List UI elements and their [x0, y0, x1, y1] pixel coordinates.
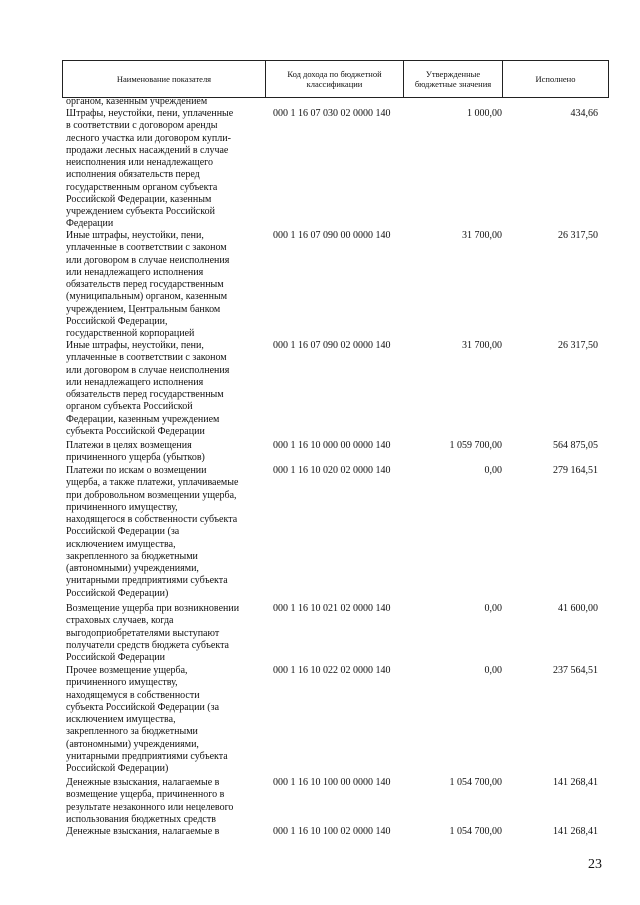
row-name: Денежные взыскания, налагаемые в возмещение ущерба, причиненного в результате незаконного или нецелевого использования бюджетных средств	[66, 777, 234, 825]
row-name: Прочее возмещение ущерба, причиненного имуществу, находящемуся в собственности субъекта Российской Федерации (за исключением имущества, закрепленного за бюджетными (автономными) учреждениями, унитарными предприятиями субъекта Российской Федерации)	[66, 665, 228, 774]
row-approved: 1 054 700,00	[449, 826, 502, 837]
header-executed: Исполнено	[503, 61, 609, 98]
row-code: 000 1 16 10 100 02 0000 140	[273, 826, 391, 837]
row-name: Денежные взыскания, налагаемые в	[66, 826, 220, 837]
table-header	[62, 60, 609, 98]
row-name: Платежи в целях возмещения причиненного ущерба (убытков)	[66, 440, 205, 464]
row-executed: 141 268,41	[553, 777, 598, 788]
row-code: 000 1 16 10 000 00 0000 140	[273, 440, 391, 451]
header-name: Наименование показателя	[63, 61, 266, 98]
row-executed: 434,66	[570, 108, 598, 119]
header-approved: Утвержденные бюджетные значения	[404, 61, 503, 98]
row-name: Возмещение ущерба при возникновении страховых случаев, когда выгодоприобретателями выступают получатели средств бюджета субъекта Российской Федерации	[66, 603, 240, 663]
row-approved: 31 700,00	[462, 230, 502, 241]
row-approved: 1 054 700,00	[449, 777, 502, 788]
row-approved: 1 000,00	[467, 108, 502, 119]
row-name: Штрафы, неустойки, пени, уплаченные в соответствии с договором аренды лесного участка или договором купли- продажи лесных насаждений в случае неисполнения или ненадлежащего исполнения обязательств перед государственным органом субъекта Российской Федерации, казенным учреждением субъекта Российской Федерации	[66, 108, 234, 230]
header-code: Код дохода по бюджетной классификации	[266, 61, 404, 98]
row-approved: 0,00	[484, 465, 502, 476]
row-code: 000 1 16 10 020 02 0000 140	[273, 465, 391, 476]
row-approved: 0,00	[484, 603, 502, 614]
row-executed: 279 164,51	[553, 465, 598, 476]
row-name: Иные штрафы, неустойки, пени, уплаченные в соответствии с законом или договором в случае неисполнения или ненадлежащего исполнения обязательств перед государственным органом субъекта Российской Федерации, казенным учреждением субъекта Российской Федерации	[66, 340, 230, 437]
row-approved: 0,00	[484, 665, 502, 676]
row-code: 000 1 16 07 090 02 0000 140	[273, 340, 391, 351]
row-name: органом, казенным учреждением	[66, 96, 208, 107]
row-approved: 31 700,00	[462, 340, 502, 351]
row-code: 000 1 16 10 100 00 0000 140	[273, 777, 391, 788]
row-executed: 26 317,50	[558, 340, 598, 351]
row-executed: 141 268,41	[553, 826, 598, 837]
row-approved: 1 059 700,00	[449, 440, 502, 451]
row-executed: 564 875,05	[553, 440, 598, 451]
row-code: 000 1 16 10 021 02 0000 140	[273, 603, 391, 614]
row-executed: 41 600,00	[558, 603, 598, 614]
row-code: 000 1 16 10 022 02 0000 140	[273, 665, 391, 676]
page-number: 23	[588, 857, 602, 872]
row-executed: 237 564,51	[553, 665, 598, 676]
row-name: Иные штрафы, неустойки, пени, уплаченные в соответствии с законом или договором в случае неисполнения или ненадлежащего исполнения обязательств перед государственным (муниципальным) органом, казенным учреждением, Центральным банком Российской Федерации, государственной корпорацией	[66, 230, 230, 339]
row-name: Платежи по искам о возмещении ущерба, а также платежи, уплачиваемые при добровольном возмещении ущерба, причиненного имуществу, находящегося в собственности субъекта Российской Федерации (за исключением имущества, закрепленного за бюджетными (автономными) учреждениями, унитарными предприятиями субъекта Российской Федерации)	[66, 465, 239, 599]
row-code: 000 1 16 07 030 02 0000 140	[273, 108, 391, 119]
row-code: 000 1 16 07 090 00 0000 140	[273, 230, 391, 241]
row-executed: 26 317,50	[558, 230, 598, 241]
